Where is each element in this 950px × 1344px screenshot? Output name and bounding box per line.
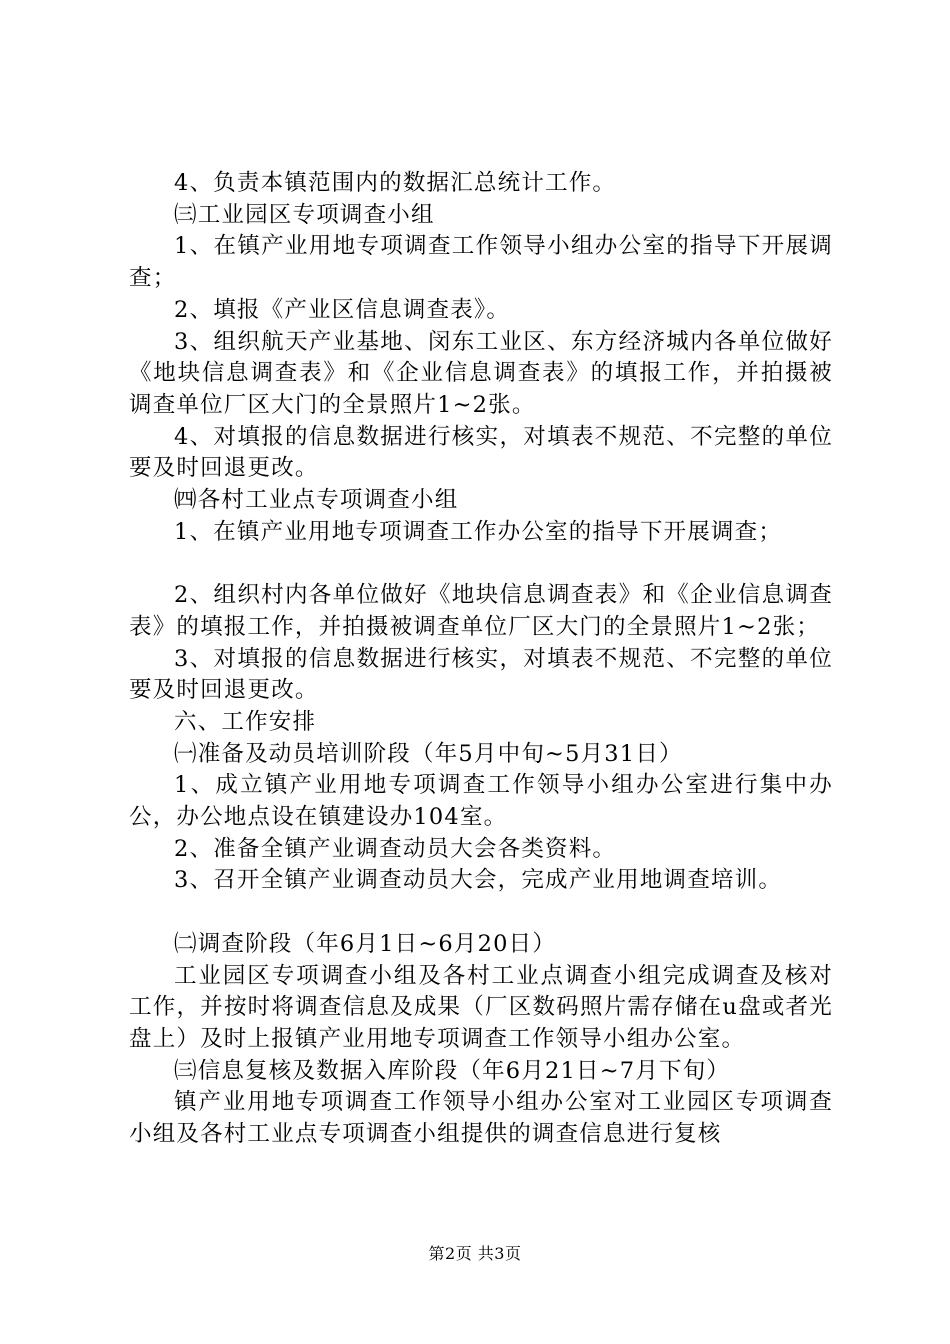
paragraph-village-2: 2、组织村内各单位做好《地块信息调查表》和《企业信息调查表》的填报工作，并拍摄被调查单位厂区大门的全景照片1~2张；	[129, 582, 833, 640]
paragraph-review: 镇产业用地专项调查工作领导小组办公室对工业园区专项调查小组及各村工业点专项调查小组提供的调查信息进行复核	[129, 1089, 833, 1148]
paragraph-village-3: 3、对填报的信息数据进行核实，对填表不规范、不完整的单位要及时回退更改。	[129, 645, 833, 704]
paragraph-prep-3: 3、召开全镇产业调查动员大会，完成产业用地调查培训。	[174, 867, 783, 894]
heading-phase-preparation: ㈠准备及动员培训阶段（年5月中旬~5月31日）	[174, 740, 683, 767]
blank-line	[129, 897, 833, 929]
paragraph-park-3: 3、组织航天产业基地、闵东工业区、东方经济城内各单位做好《地块信息调查表》和《企业信息调查表》的填报工作，并拍摄被调查单位厂区大门的全景照片1~2张。	[129, 328, 833, 418]
heading-work-arrangement: 六、工作安排	[174, 708, 317, 735]
page-footer: 第2页 共3页	[428, 1244, 522, 1263]
heading-phase-survey: ㈡调查阶段（年6月1日~6月20日）	[174, 930, 557, 957]
heading-phase-review: ㈢信息复核及数据入库阶段（年6月21日~7月下旬）	[174, 1057, 731, 1084]
paragraph-prep-1: 1、成立镇产业用地专项调查工作领导小组办公室进行集中办公，办公地点设在镇建设办104室。	[129, 772, 833, 831]
heading-village-group: ㈣各村工业点专项调查小组	[174, 487, 459, 514]
document-body	[129, 168, 833, 1151]
paragraph-park-4: 4、对填报的信息数据进行核实，对填表不规范、不完整的单位要及时回退更改。	[129, 423, 833, 482]
paragraph-prep-2: 2、准备全镇产业调查动员大会各类资料。	[174, 835, 617, 862]
blank-line	[129, 548, 833, 580]
paragraph-village-1: 1、在镇产业用地专项调查工作办公室的指导下开展调查；	[174, 518, 783, 545]
heading-industrial-park-group: ㈢工业园区专项调查小组	[174, 201, 435, 228]
paragraph-duty-4: 4、负责本镇范围内的数据汇总统计工作。	[174, 170, 617, 196]
paragraph-park-1: 1、在镇产业用地专项调查工作领导小组办公室的指导下开展调查；	[129, 233, 833, 292]
paragraph-park-2: 2、填报《产业区信息调查表》。	[174, 296, 511, 323]
paragraph-survey: 工业园区专项调查小组及各村工业点调查小组完成调查及核对工作，并按时将调查信息及成果（厂区数码照片需存储在u盘或者光盘上）及时上报镇产业用地专项调查工作领导小组办公室。	[129, 962, 833, 1052]
